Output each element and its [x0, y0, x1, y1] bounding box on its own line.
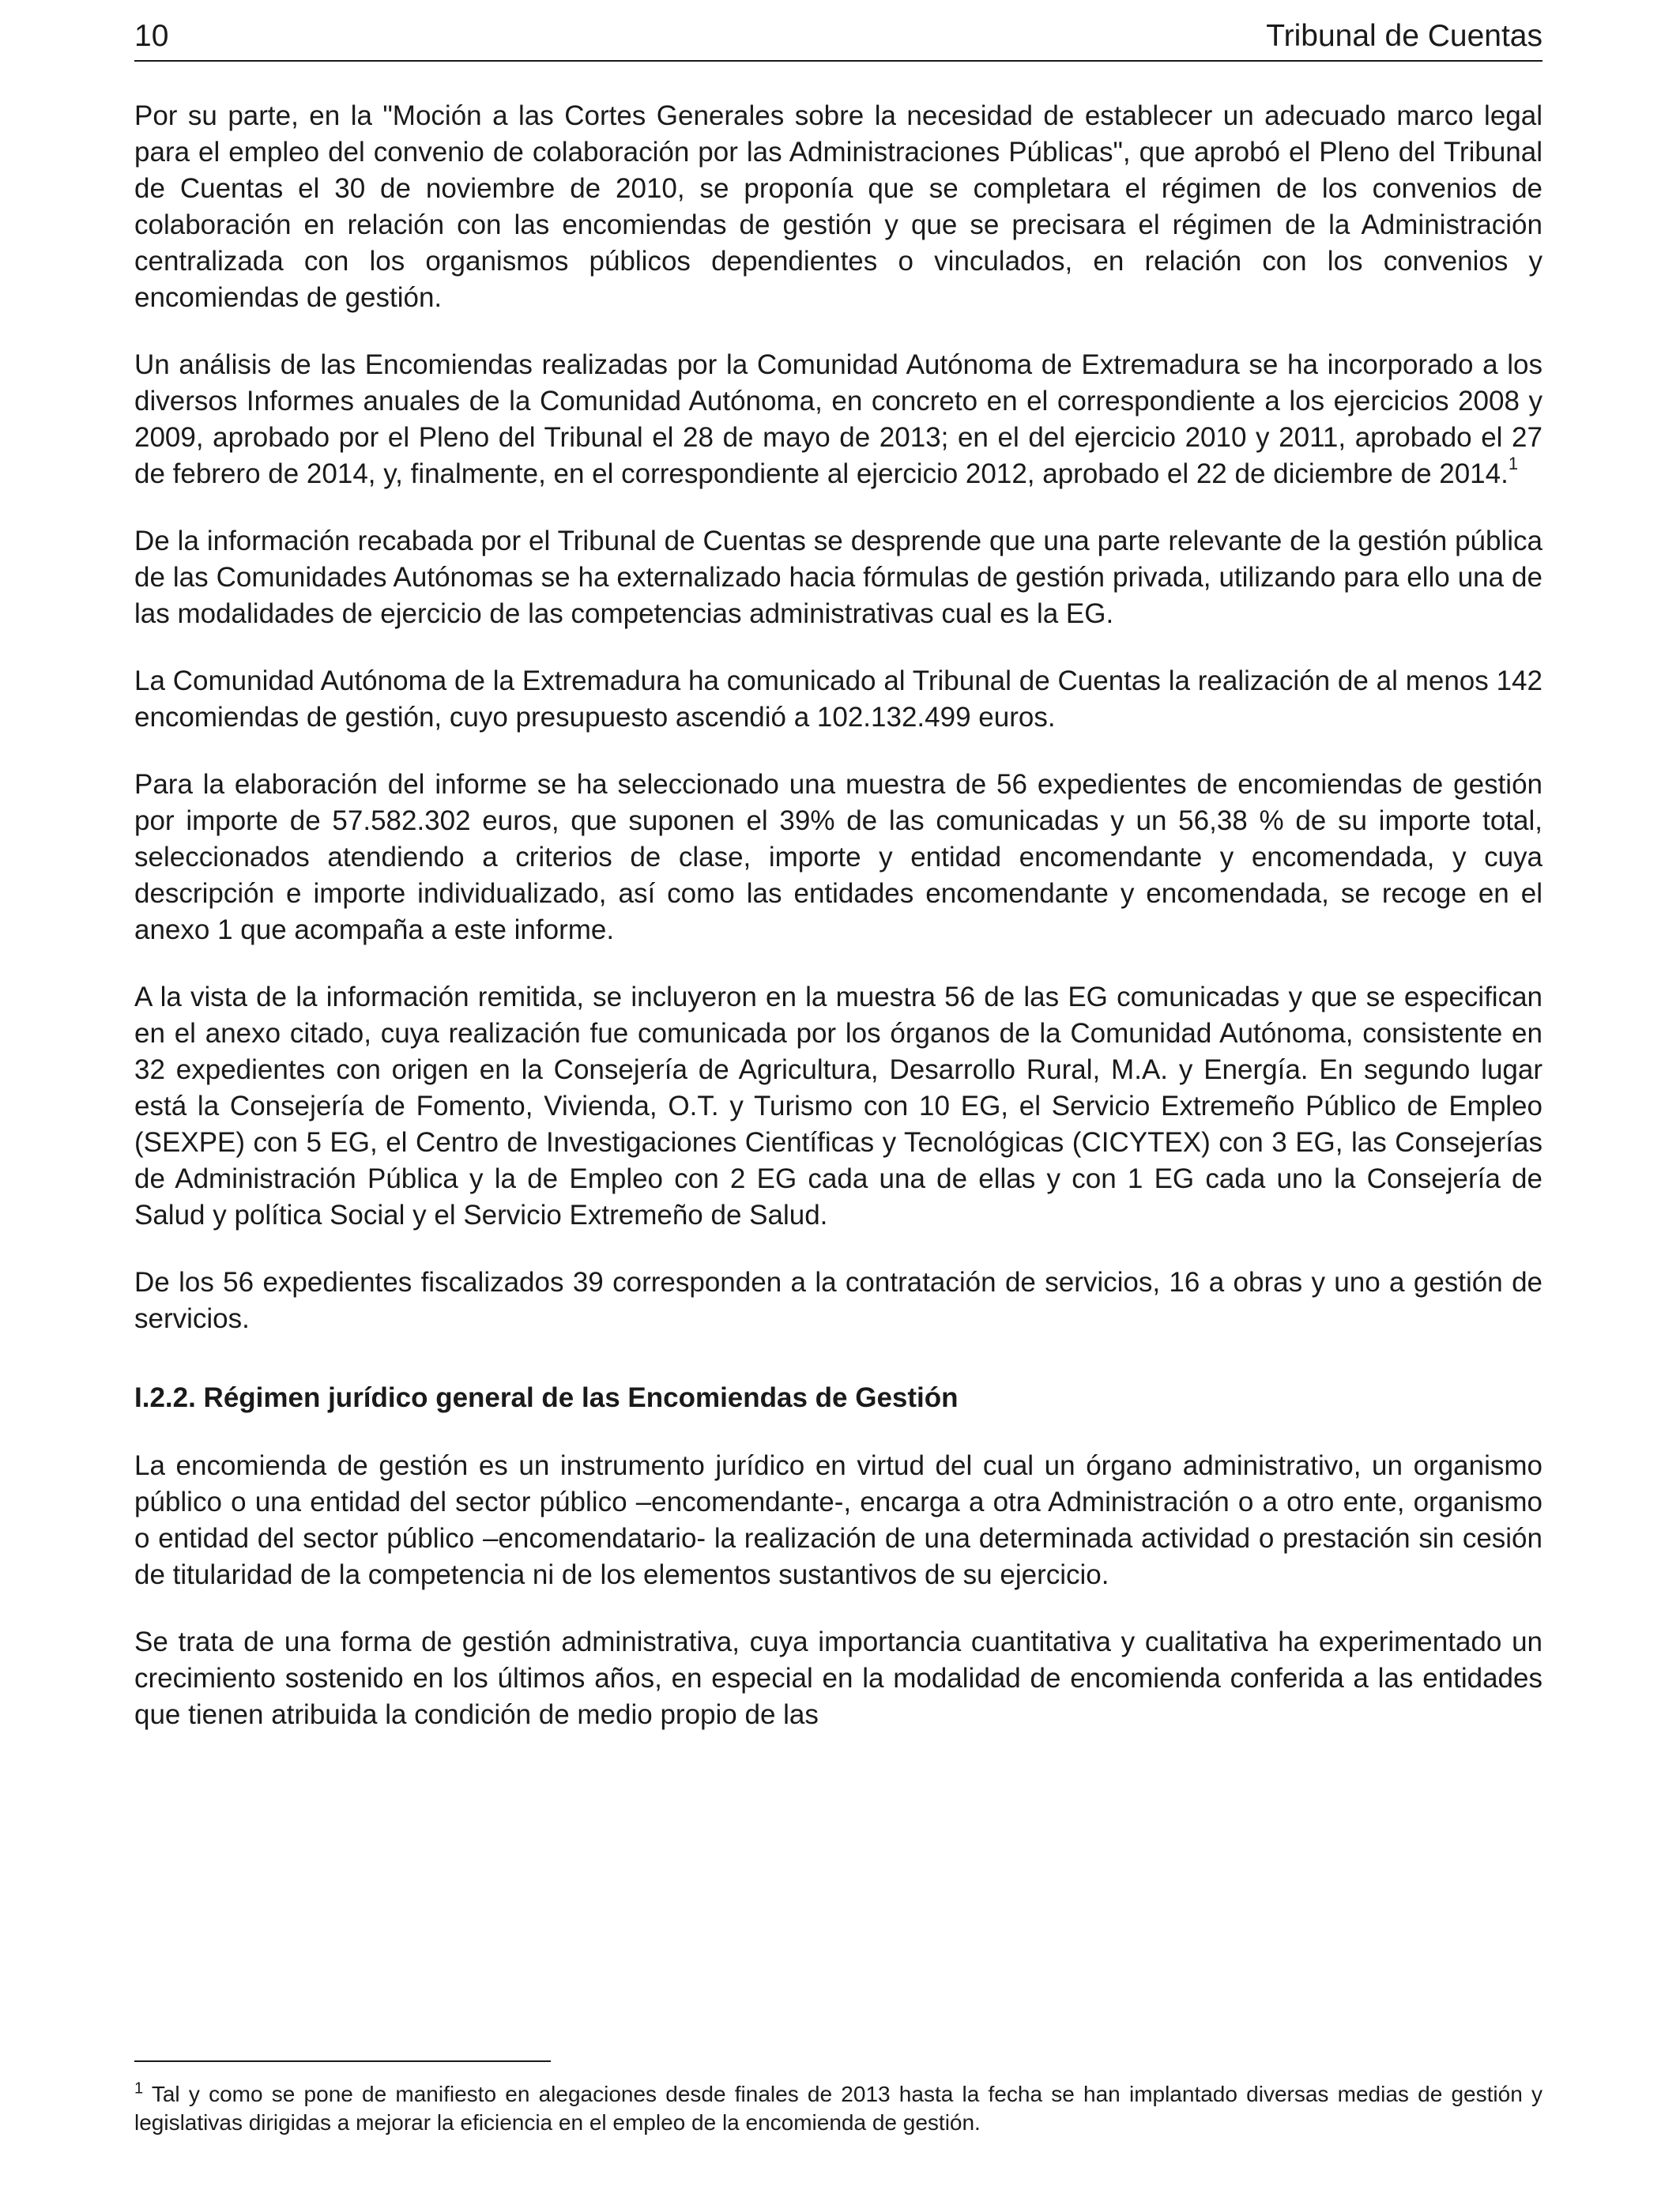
page-header — [134, 17, 1543, 62]
document-page — [134, 0, 1543, 2194]
paragraph: De los 56 expedientes fiscalizados 39 corresponden a la contratación de servicios, 16 a obras y uno a gestión de servicios. — [134, 1267, 1543, 1334]
footnote-text: Tal y como se pone de manifiesto en alegaciones desde finales de 2013 hasta la fecha se han implantado diversas medias de gestión y legislativas dirigidas a mejorar la eficiencia en el empleo de la encomienda de gestión. — [134, 2082, 1543, 2135]
paragraph: La Comunidad Autónoma de la Extremadura ha comunicado al Tribunal de Cuentas la realización de al menos 142 encomiendas de gestión, cuyo presupuesto ascendió a 102.132.499 euros. — [134, 665, 1543, 733]
document-body — [134, 98, 1543, 1764]
paragraph: La encomienda de gestión es un instrumento jurídico en virtud del cual un órgano administrativo, un organismo público o una entidad del sector público –encomendante-, encarga a otra Administración o a otro ente, organismo o entidad del sector público –encomendatario- la realización de una determinada actividad o prestación sin cesión de titularidad de la competencia ni de los elementos sustantivos de su ejercicio. — [134, 1450, 1543, 1590]
paragraph: De la información recabada por el Tribunal de Cuentas se desprende que una parte relevante de la gestión pública de las Comunidades Autónomas se ha externalizado hacia fórmulas de gestión privada, utilizando para ello una de las modalidades de ejercicio de las competencias administrativas cual es la EG. — [134, 526, 1543, 629]
paragraph-with-footnote — [134, 347, 1543, 492]
paragraph: A la vista de la información remitida, se incluyeron en la muestra 56 de las EG comunicadas y que se especifican en el anexo citado, cuya realización fue comunicada por los órganos de la Comunidad Autónoma, consistente en 32 expedientes con origen en la Consejería de Agricultura, Desarrollo Rural, M.A. y Energía. En segundo lugar está la Consejería de Fomento, Vivienda, O.T. y Turismo con 10 EG, el Servicio Extremeño Público de Empleo (SEXPE) con 5 EG, el Centro de Investigaciones Científicas y Tecnológicas (CICYTEX) con 3 EG, las Consejerías de Administración Pública y la de Empleo con 2 EG cada una de ellas y con 1 EG cada uno la Consejería de Salud y política Social y el Servicio Extremeño de Salud. — [134, 982, 1543, 1231]
section-heading: I.2.2. Régimen jurídico general de las Encomiendas de Gestión — [134, 1382, 959, 1413]
footnote-divider — [134, 2060, 551, 2062]
footnote-reference[interactable]: 1 — [1508, 454, 1519, 474]
paragraph: Por su parte, en la "Moción a las Cortes Generales sobre la necesidad de establecer un adecuado marco legal para el empleo del convenio de colaboración por las Administraciones Públicas", que aprobó el Pleno del Tribunal de Cuentas el 30 de noviembre de 2010, se proponía que se completara el régimen de los convenios de colaboración en relación con las encomiendas de gestión y que se precisara el régimen de la Administración centralizada con los organismos públicos dependientes o vinculados, en relación con los convenios y encomiendas de gestión. — [134, 100, 1543, 313]
page-number: 10 — [134, 19, 169, 53]
paragraph-text: Un análisis de las Encomiendas realizadas por la Comunidad Autónoma de Extremadura se ha incorporado a los diversos Informes anuales de la Comunidad Autónoma, en concreto en el correspondiente a los ejercicios 2008 y 2009, aprobado por el Pleno del Tribunal el 28 de mayo de 2013; en el del ejercicio 2010 y 2011, aprobado el 27 de febrero de 2014, y, finalmente, en el correspondiente al ejercicio 2012, aprobado el 22 de diciembre de 2014. — [134, 349, 1543, 489]
paragraph: Para la elaboración del informe se ha seleccionado una muestra de 56 expedientes de encomiendas de gestión por importe de 57.582.302 euros, que suponen el 39% de las comunicadas y un 56,38 % de su importe total, seleccionados atendiendo a criterios de clase, importe y entidad encomendante y encomendada, y cuya descripción e importe individualizado, así como las entidades encomendante y encomendada, se recoge en el anexo 1 que acompaña a este informe. — [134, 769, 1543, 945]
footnote-number: 1 — [134, 2079, 144, 2098]
footnote — [134, 2080, 1543, 2137]
paragraph: Se trata de una forma de gestión administrativa, cuya importancia cuantitativa y cualitativa ha experimentado un crecimiento sostenido en los últimos años, en especial en la modalidad de encomienda conferida a las entidades que tienen atribuida la condición de medio propio de las — [134, 1627, 1543, 1730]
header-title: Tribunal de Cuentas — [1266, 19, 1543, 53]
